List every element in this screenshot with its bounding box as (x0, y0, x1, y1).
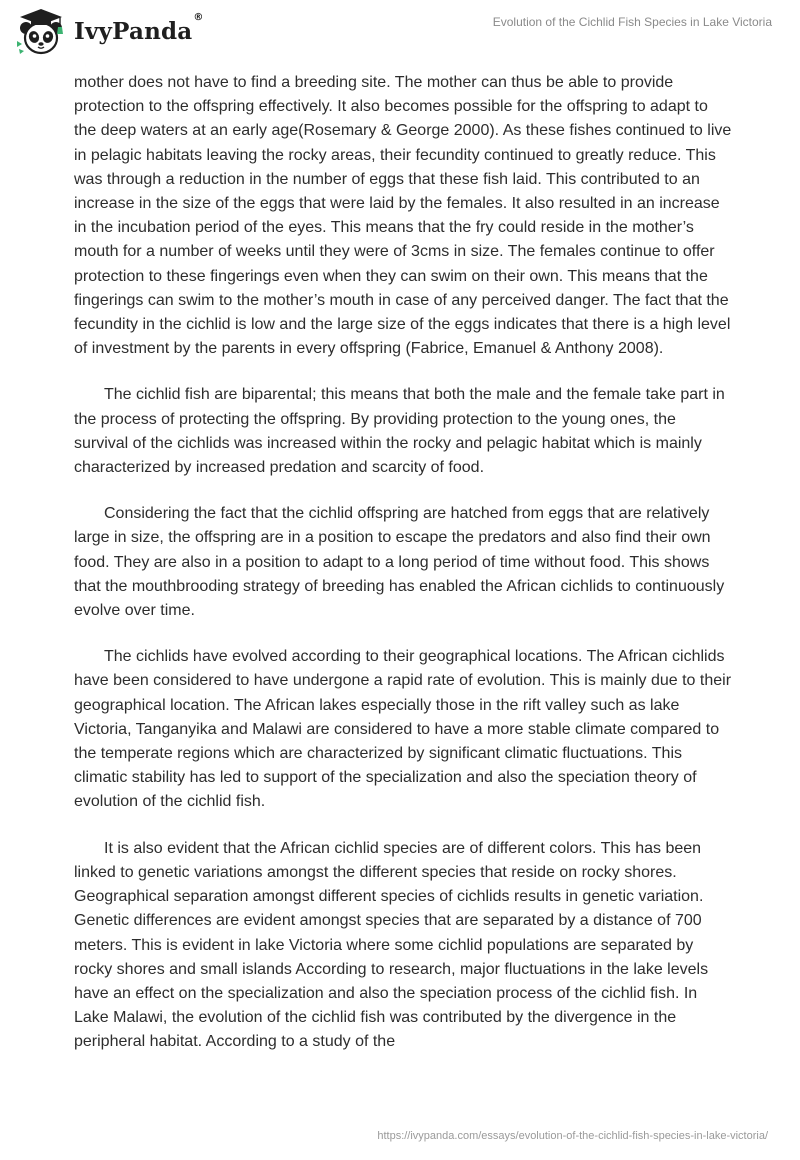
paragraph: Considering the fact that the cichlid offspring are hatched from eggs that are relatively large in size, the offspring are in a position to escape the predators and also find their own food. They are also in a position to adapt to a long period of time without food. This shows that the mouthbrooding strategy of breeding has enabled the African cichlids to continuously evolve over time. (74, 505, 725, 620)
paragraph: The cichlids have evolved according to their geographical locations. The African cichlids have been considered to have undergone a rapid rate of evolution. This is mainly due to their geographical location. The African lakes especially those in the rift valley such as lake Victoria, Tanganyika and Malawi are considered to have a more stable climate compared to the temperate regions which are characterized by significant climatic fluctuations. This climatic stability has led to support of the specialization and also the speciation theory of evolution of the cichlid fish. (74, 648, 732, 811)
paragraph: The cichlid fish are biparental; this means that both the male and the female take part in the process of protecting the offspring. By providing protection to the young ones, the survival of the cichlids was increased within the rocky and pelagic habitat which is mainly characterized by increased predation and scarcity of food. (74, 386, 725, 477)
brand-logo[interactable] (14, 6, 204, 56)
document-title: Evolution of the Cichlid Fish Species in Lake Victoria (492, 15, 772, 29)
page-header (0, 0, 800, 70)
registered-mark: ® (193, 11, 204, 23)
source-url[interactable]: https://ivypanda.com/essays/evolution-of-the-cichlid-fish-species-in-lake-victoria/ (377, 1130, 768, 1142)
paragraph: mother does not have to find a breeding site. The mother can thus be able to provide protection to the offspring effectively. It also becomes possible for the offspring to adapt to the deep waters at an early age(Rosemary & George 2000). As these fishes continued to live in pelagic habitats leaving the rocky areas, their fecundity continued to greatly reduce. This was through a reduction in the number of eggs that these fish laid. This contributed to an increase in the size of the eggs that were laid by the females. It also resulted in an increase in the incubation period of the eyes. This means that the fry could reside in the mother’s mouth for a number of weeks until they were of 3cms in size. The females continue to offer protection to these fingerings even when they can swim on their own. This means that the fingerings can swim to the mother’s mouth in case of any perceived danger. The fact that the fecundity in the cichlid is low and the large size of the eggs indicates that there is a high level of investment by the parents in every offspring (Fabrice, Emanuel & Anthony 2008). (74, 74, 732, 358)
panda-graduate-icon (14, 6, 68, 56)
paragraph: It is also evident that the African cichlid species are of different colors. This has been linked to genetic variations amongst the different species that reside on rocky shores. Geographical separation amongst different species of cichlids results in genetic variation. Genetic differences are evident amongst species that are separated by a distance of 700 meters. This is evident in lake Victoria where some cichlid populations are separated by rocky shores and small islands According to research, major fluctuations in the lake levels have an effect on the specialization and also the speciation process of the cichlid fish. In Lake Malawi, the evolution of the cichlid fish was contributed by the divergence in the peripheral habitat. According to a study of the (74, 839, 709, 1051)
brand-name: IvyPanda® (74, 11, 204, 45)
essay-body (74, 71, 734, 1077)
